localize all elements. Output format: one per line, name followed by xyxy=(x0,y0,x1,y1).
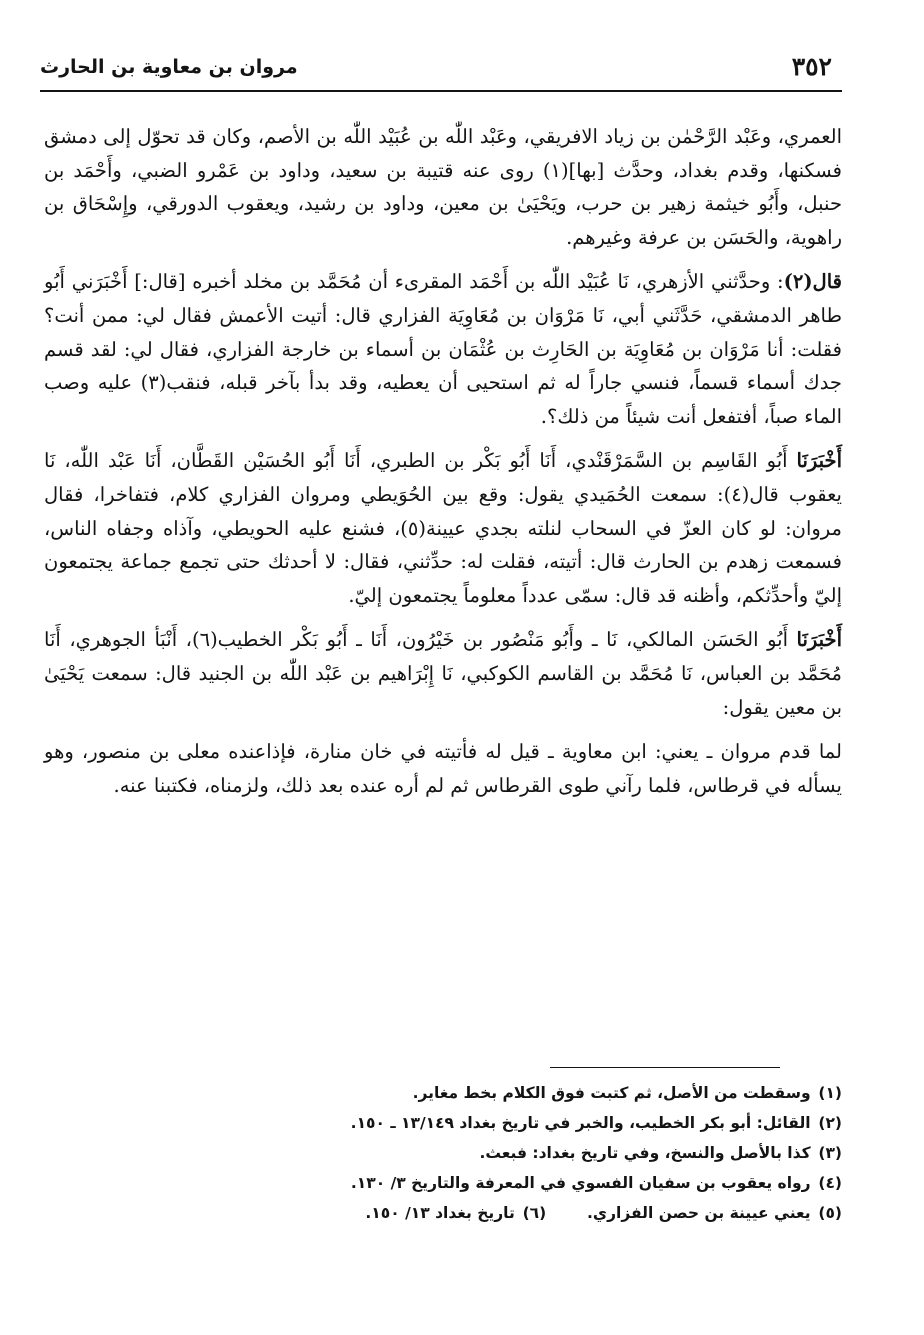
footnote-divider xyxy=(550,1067,780,1068)
footnote-text: وسقطت من الأصل، ثم كتبت فوق الكلام بخط مغاير. xyxy=(412,1084,811,1102)
paragraph xyxy=(44,265,842,433)
footnote-text: رواه يعقوب بن سفيان الفسوي في المعرفة والتاريخ ٣/ ١٣٠. xyxy=(350,1174,811,1192)
footnote xyxy=(200,1138,842,1168)
paragraph xyxy=(44,623,842,724)
paragraph xyxy=(44,120,842,254)
footnote xyxy=(587,1204,842,1222)
paragraph xyxy=(44,735,842,802)
paragraph-text: العمري، وعَبْد الرَّحْمٰن بن زياد الافريقي، وعَبْد اللّٰه بن عُبَيْد اللّٰه بن الأصم، وكان قد تحوّل إلى دمشق فسكنها، وقدم بغداد، وحدَّث [بها](١) روى عنه قتيبة بن سعيد، وداود بن عَمْرو الضبي، وأَحْمَد بن حنبل، وأَبُو خيثمة زهير بن حرب، ويَحْيَىٰ بن معين، وداود بن رشيد، ويعقوب الدورقي، وإِسْحَاق بن راهوية، والحَسَن بن عرفة وغيرهم. xyxy=(44,125,842,249)
footnote-number: (٥) xyxy=(818,1204,842,1222)
footnotes xyxy=(200,1078,842,1228)
footnote-number: (٤) xyxy=(818,1174,842,1192)
paragraph-lead: أَخْبَرَنَا xyxy=(796,628,842,652)
footnote-text: كذا بالأصل والنسخ، وفي تاريخ بغداد: فبعث. xyxy=(479,1144,811,1162)
footnote-text: القائل: أبو بكر الخطيب، والخبر في تاريخ بغداد ١٣/١٤٩ ـ ١٥٠. xyxy=(350,1114,811,1132)
footnote-number: (٦) xyxy=(522,1204,547,1222)
footnote xyxy=(365,1204,546,1222)
footnote-number: (٣) xyxy=(818,1144,842,1162)
main-text xyxy=(44,120,842,813)
footnote xyxy=(200,1108,842,1138)
page-header xyxy=(40,50,842,92)
paragraph-text: أَبُو الحَسَن المالكي، نَا ـ وأَبُو مَنْصُور بن خَيْرُون، أَنَا ـ أَبُو بَكْر الخطيب(٦)، أَنْبَأ الجوهري، أَنَا مُحَمَّد بن العباس، نَا مُحَمَّد بن القاسم الكوكبي، نَا إِبْرَاهيم بن عَبْد اللّٰه بن الجنيد قال: سمعت يَحْيَىٰ بن معين يقول: xyxy=(44,628,842,719)
page-number: ٣٥٢ xyxy=(791,52,832,81)
footnote-number: (٢) xyxy=(818,1114,842,1132)
paragraph-lead: أَخْبَرَنَا xyxy=(796,449,842,473)
paragraph-text: أَبُو القَاسِم بن السَّمَرْقَنْدي، أَنَا أَبُو بَكْر بن الطبري، أَنَا أَبُو الحُسَيْن القَطَّان، أَنَا عَبْد اللّٰه، نَا يعقوب قال(٤): سمعت الحُمَيدي يقول: وقع بين الحُوَيطي ومروان الفزاري كلام، فتفاخرا، فقال مروان: لو كان العزّ في السحاب لنلته بجدي عيينة(٥)، فشنع عليه الحويطي، وآذاه وجفاه الناس، فسمعت زهدم بن الحارث قال: أتيته، فقلت له: حدِّثني، فقال: لا أحدثك حتى تجمع جماعة يجتمعون إليّ وأحدِّثكم، وأظنه قد قال: سمّى عدداً معلوماً يجتمعون إليّ. xyxy=(44,449,842,607)
paragraph-lead: قال(٢) xyxy=(783,270,842,294)
footnote-number: (١) xyxy=(818,1084,842,1102)
paragraph-text: لما قدم مروان ـ يعني: ابن معاوية ـ قيل له فأتيته في خان منارة، فإذاعنده معلى بن منصور، وهو يسأله في قرطاس، فلما رآني طوى القرطاس ثم لم أره عنده بعد ذلك، ولزمناه، فكتبنا عنه. xyxy=(44,740,842,797)
footnote xyxy=(200,1168,842,1198)
paragraph-text: : وحدَّثني الأزهري، نَا عُبَيْد اللّٰه بن أَحْمَد المقرىء أن مُحَمَّد بن مخلد أخبره [قال:] أَخْبَرَني أَبُو طاهر الدمشقي، حَدَّثَني أبي، نَا مَرْوَان بن مُعَاوِيَة الفزاري قال: أتيت الأعمش فقال لي: ممن أنت؟ فقلت: أنا مَرْوَان بن مُعَاوِيَة بن الحَارِث بن عُثْمَان بن أسماء بن خارجة الفزاري، فقال لي: لقد قسم جدك أسماء قسماً، فنسي جاراً له ثم استحيى أن يعطيه، وقد بدأ بآخر قبله، فنقب(٣) عليه وصب الماء صباً، أفتفعل أنت شيئاً من ذلك؟. xyxy=(44,270,842,428)
footnote xyxy=(200,1078,842,1108)
footnote-text: تاريخ بغداد ١٣/ ١٥٠. xyxy=(365,1204,515,1222)
paragraph xyxy=(44,444,842,612)
footnote-text: يعني عيينة بن حصن الفزاري. xyxy=(587,1204,811,1222)
footnote-row xyxy=(200,1198,842,1228)
running-title: مروان بن معاوية بن الحارث xyxy=(40,56,298,78)
